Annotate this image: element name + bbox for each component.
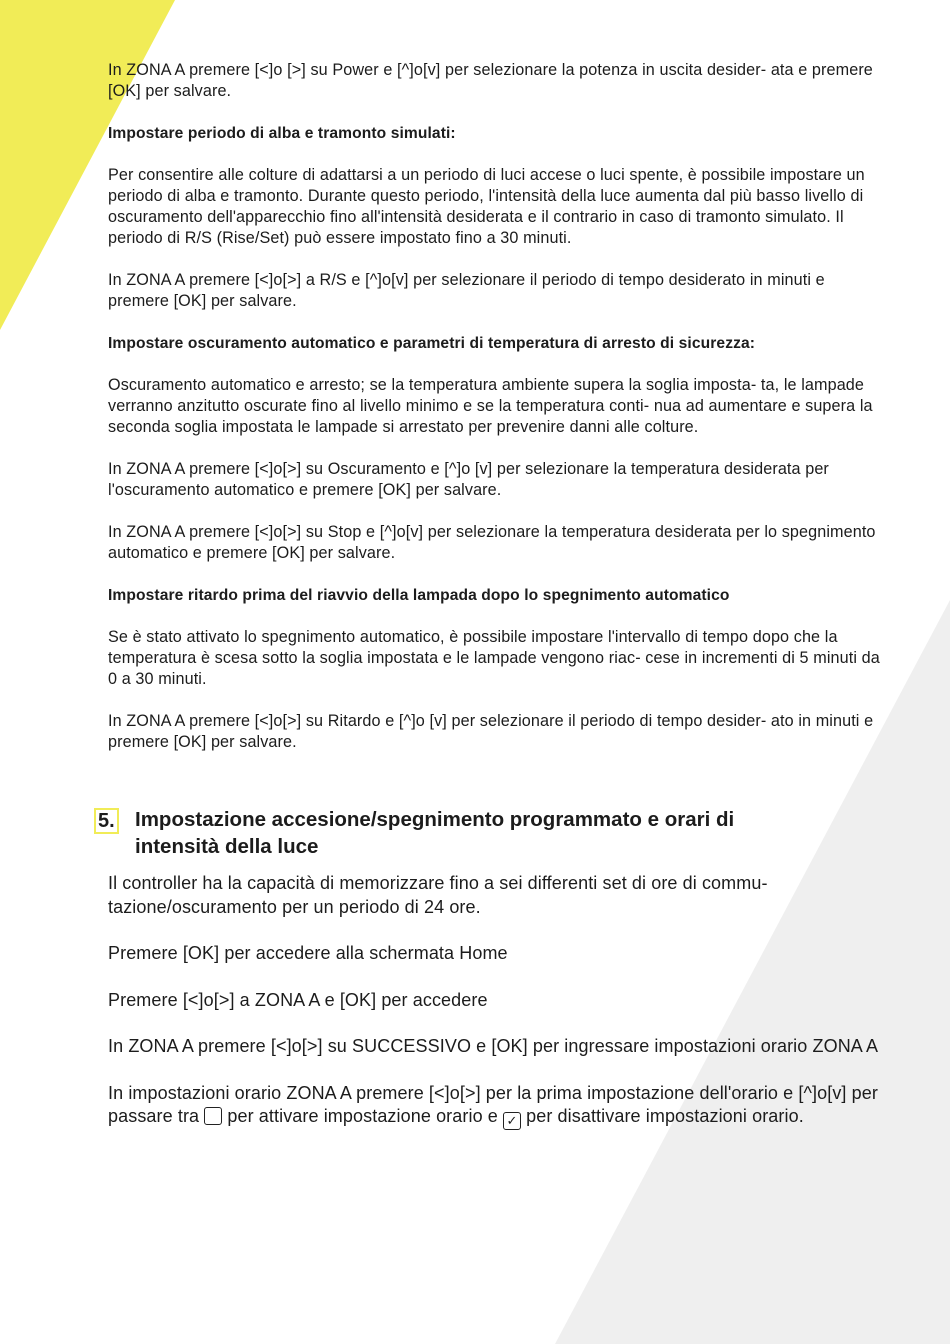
paragraph-successivo: In ZONA A premere [<]o[>] su SUCCESSIVO e [OK] per ingressare impostazioni orario ZONA A (108, 1036, 879, 1056)
paragraph-zona: Premere [<]o[>] a ZONA A e [OK] per accedere (108, 989, 488, 1010)
section-number: 5. (94, 808, 119, 834)
empty-checkbox-icon (204, 1107, 222, 1125)
heading-alba-tramonto: Impostare periodo di alba e tramonto simulati: (108, 125, 456, 142)
checked-checkbox-icon: ✓ (503, 1112, 521, 1130)
paragraph-power: In ZONA A premere [<]o [>] su Power e [^]o[v] per selezionare la potenza in uscita desider- ata e premere [OK] per salvare. (108, 61, 873, 100)
last-text-2: per attivare impostazione orario e (227, 1106, 503, 1126)
paragraph-ritardo: In ZONA A premere [<]o[>] su Ritardo e [^]o [v] per selezionare il periodo di tempo desider- ato in minuti e premere [OK] per salvare. (108, 712, 874, 751)
last-text-3: per disattivare impostazioni orario. (521, 1106, 804, 1126)
last-text-1: In impostazioni orario ZONA A premere [<]o[>] per la prima impostazione dell'orario e [^]o[v] per passare tra (108, 1082, 878, 1126)
paragraph-controller: Il controller ha la capacità di memorizzare fino a sei differenti set di ore di commu- tazione/oscuramento per un periodo di 24 ore. (108, 873, 768, 917)
paragraph-alba-tramonto: Per consentire alle colture di adattarsi a un periodo di luci accese o luci spente, è possibile impostare un periodo di alba e tramonto. Durante questo periodo, l'intensità della luce aumenta dal più basso livello di oscuramento dell'apparecchio fino all'intensità desiderata e il contrario in caso di tramonto simulato. Il periodo di R/S (Rise/Set) può essere impostato fino a 30 minuti. (108, 166, 865, 247)
paragraph-home: Premere [OK] per accedere alla schermata Home (108, 943, 508, 963)
section-heading (98, 806, 888, 860)
paragraph-ritardo-info: Se è stato attivato lo spegnimento automatico, è possibile impostare l'intervallo di tempo dopo che la temperatura è scesa sotto la soglia impostata e le lampade vengono riac- cese in incrementi di 5 minuti da 0 a 30 minuti. (108, 628, 880, 688)
paragraph-stop: In ZONA A premere [<]o[>] su Stop e [^]o[v] per selezionare la temperatura desiderata per lo spegnimento automatico e premere [OK] per salvare. (108, 523, 876, 562)
paragraph-rs: In ZONA A premere [<]o[>] a R/S e [^]o[v] per selezionare il periodo di tempo desiderato in minuti e premere [OK] per salvare. (108, 271, 825, 310)
section-title: Impostazione accesione/spegnimento programmato e orari di intensità della luce (135, 808, 735, 858)
heading-ritardo: Impostare ritardo prima del riavvio della lampada dopo lo spegnimento automatico (108, 587, 730, 604)
section-body (108, 872, 888, 1130)
paragraph-oscuramento: Oscuramento automatico e arresto; se la temperatura ambiente supera la soglia imposta- ta, le lampade verranno anzitutto oscurate fino al livello minimo e se la temperatura conti- nua ad aumentare e supera la seconda soglia impostata le lampade si arrestato per prevenire danni alle colture. (108, 376, 873, 436)
page-content (98, 60, 888, 1130)
paragraph-oscuramento-zona: In ZONA A premere [<]o[>] su Oscuramento e [^]o [v] per selezionare la temperatura desiderata per l'oscuramento automatico e premere [OK] per salvare. (108, 460, 829, 499)
heading-oscuramento: Impostare oscuramento automatico e parametri di temperatura di arresto di sicurezza: (108, 335, 756, 352)
paragraph-impostazioni-orario (108, 1082, 888, 1131)
